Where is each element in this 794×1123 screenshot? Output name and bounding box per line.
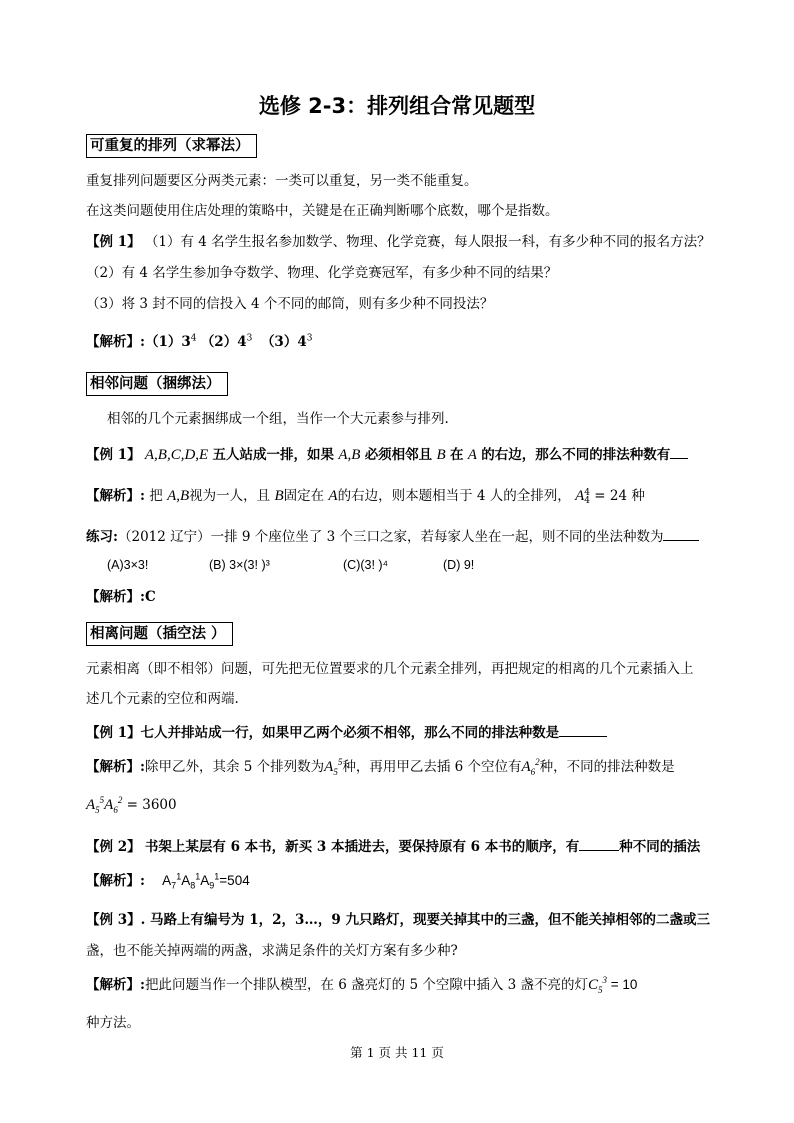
example-line bbox=[86, 233, 711, 251]
formula: A bbox=[575, 488, 585, 504]
options-row bbox=[107, 556, 474, 574]
example-line: 盏，也不能关掉两端的两盏，求满足条件的关灯方案有多少种? bbox=[86, 943, 458, 959]
answer-blank bbox=[579, 836, 619, 851]
paragraph: 重复排列问题要区分两类元素：一类可以重复，另一类不能重复。 bbox=[86, 173, 478, 189]
example-line: 【例 3】. 马路上有编号为 1，2，3…，9 九只路灯，现要关掉其中的三盏，但不能关掉相邻的二盏或三 bbox=[86, 912, 710, 928]
answer-blank bbox=[670, 444, 688, 459]
formula: $A_6^2$ bbox=[521, 757, 540, 777]
example-question: （3）将 3 封不同的信投入 4 个不同的邮筒，则有多少种不同投法？ bbox=[86, 296, 494, 312]
example-question: （1）有 4 名学生报名参加数学、物理、化学竞赛，每人限报一科，有多少种不同的报名方法？ bbox=[144, 234, 711, 250]
option-c: (C)(3! )⁴ bbox=[343, 558, 388, 572]
solution-tail: 种方法。 bbox=[86, 1015, 140, 1031]
formula: $C_5^3$ bbox=[588, 975, 608, 995]
example-label: 【例 1】 bbox=[86, 234, 141, 250]
example-line: 【例 1】 A,B,C,D,E 五人站成一排，如果 A,B 必须相邻且 B 在 A 的右边，那么不同的排法种数有 bbox=[86, 444, 688, 464]
page-title: 选修 2-3：排列组合常见题型 bbox=[258, 94, 536, 118]
option-b: (B) 3×(3! )³ bbox=[209, 558, 270, 572]
option-a: (A)3×3! bbox=[107, 558, 149, 572]
solution-line: 【解析】: $A_7^1A_8^1A_9^1=504$ bbox=[86, 871, 250, 891]
paragraph: 元素相离（即不相邻）问题，可先把无位置要求的几个元素全排列，再把规定的相离的几个元素插入上 bbox=[86, 661, 694, 677]
solution-line: 【解析】:除甲乙外，其余 5 个排列数为$A_5^5$种，再用甲乙去插 6 个空位有$A_6^2$种，不同的排法种数是 bbox=[86, 757, 675, 777]
formula: $A_5^5$ bbox=[324, 757, 343, 777]
practice-line: 练习:（2012 辽宁）一排 9 个座位坐了 3 个三口之家，若每家人坐在一起，则不同的坐法种数为 bbox=[86, 526, 699, 546]
formula-line: $A_5^5A_6^2 = 3600$ bbox=[86, 795, 177, 815]
solution-line: 【解析】:C bbox=[86, 589, 156, 605]
example-question: （2）有 4 名学生参加争夺数学、物理、化学竞赛冠军，有多少种不同的结果？ bbox=[86, 265, 558, 281]
paragraph: 在这类问题使用住店处理的策略中，关键是在正确判断哪个底数，哪个是指数。 bbox=[86, 203, 559, 219]
option-d: (D) 9! bbox=[443, 558, 475, 572]
solution-line: 【解析】:把此问题当作一个排队模型，在 6 盏亮灯的 5 个空隙中插入 3 盏不亮的灯$C_5^3 = 10$ bbox=[86, 975, 638, 995]
solution-line: 【解析】$:(1)3^4$ $(2)4^3$ $(3)4^3$ bbox=[86, 333, 313, 350]
paragraph: 述几个元素的空位和两端. bbox=[86, 691, 239, 707]
example-line: 【例 1】七人并排站成一行，如果甲乙两个必须不相邻，那么不同的排法种数是 bbox=[86, 722, 607, 742]
answer-blank bbox=[663, 526, 699, 541]
formula: $A_7^1A_8^1A_9^1$ bbox=[162, 871, 220, 891]
section-heading-separate: 相离问题（插空法 ） bbox=[86, 622, 233, 646]
answer-blank bbox=[559, 722, 607, 737]
solution-label: 【解析】: bbox=[86, 334, 145, 350]
example-line: 【例 2】 书架上某层有 6 本书，新买 3 本插进去，要保持原有 6 本书的顺序，有 种不同的插法 bbox=[86, 836, 700, 856]
paragraph: 相邻的几个元素捆绑成一个组，当作一个大元素参与排列. bbox=[107, 411, 449, 427]
page-footer: 第 1 页 共 11 页 bbox=[350, 1045, 444, 1060]
solution-line: 【解析】: 把 A,B视为一人，且 B固定在 A的右边，则本题相当于 4 人的全排列， A 4 4 = 24 种 bbox=[86, 487, 645, 506]
section-heading-repeat-permutation: 可重复的排列（求幂法） bbox=[86, 134, 257, 158]
section-heading-adjacent: 相邻问题（捆绑法） bbox=[86, 372, 228, 396]
